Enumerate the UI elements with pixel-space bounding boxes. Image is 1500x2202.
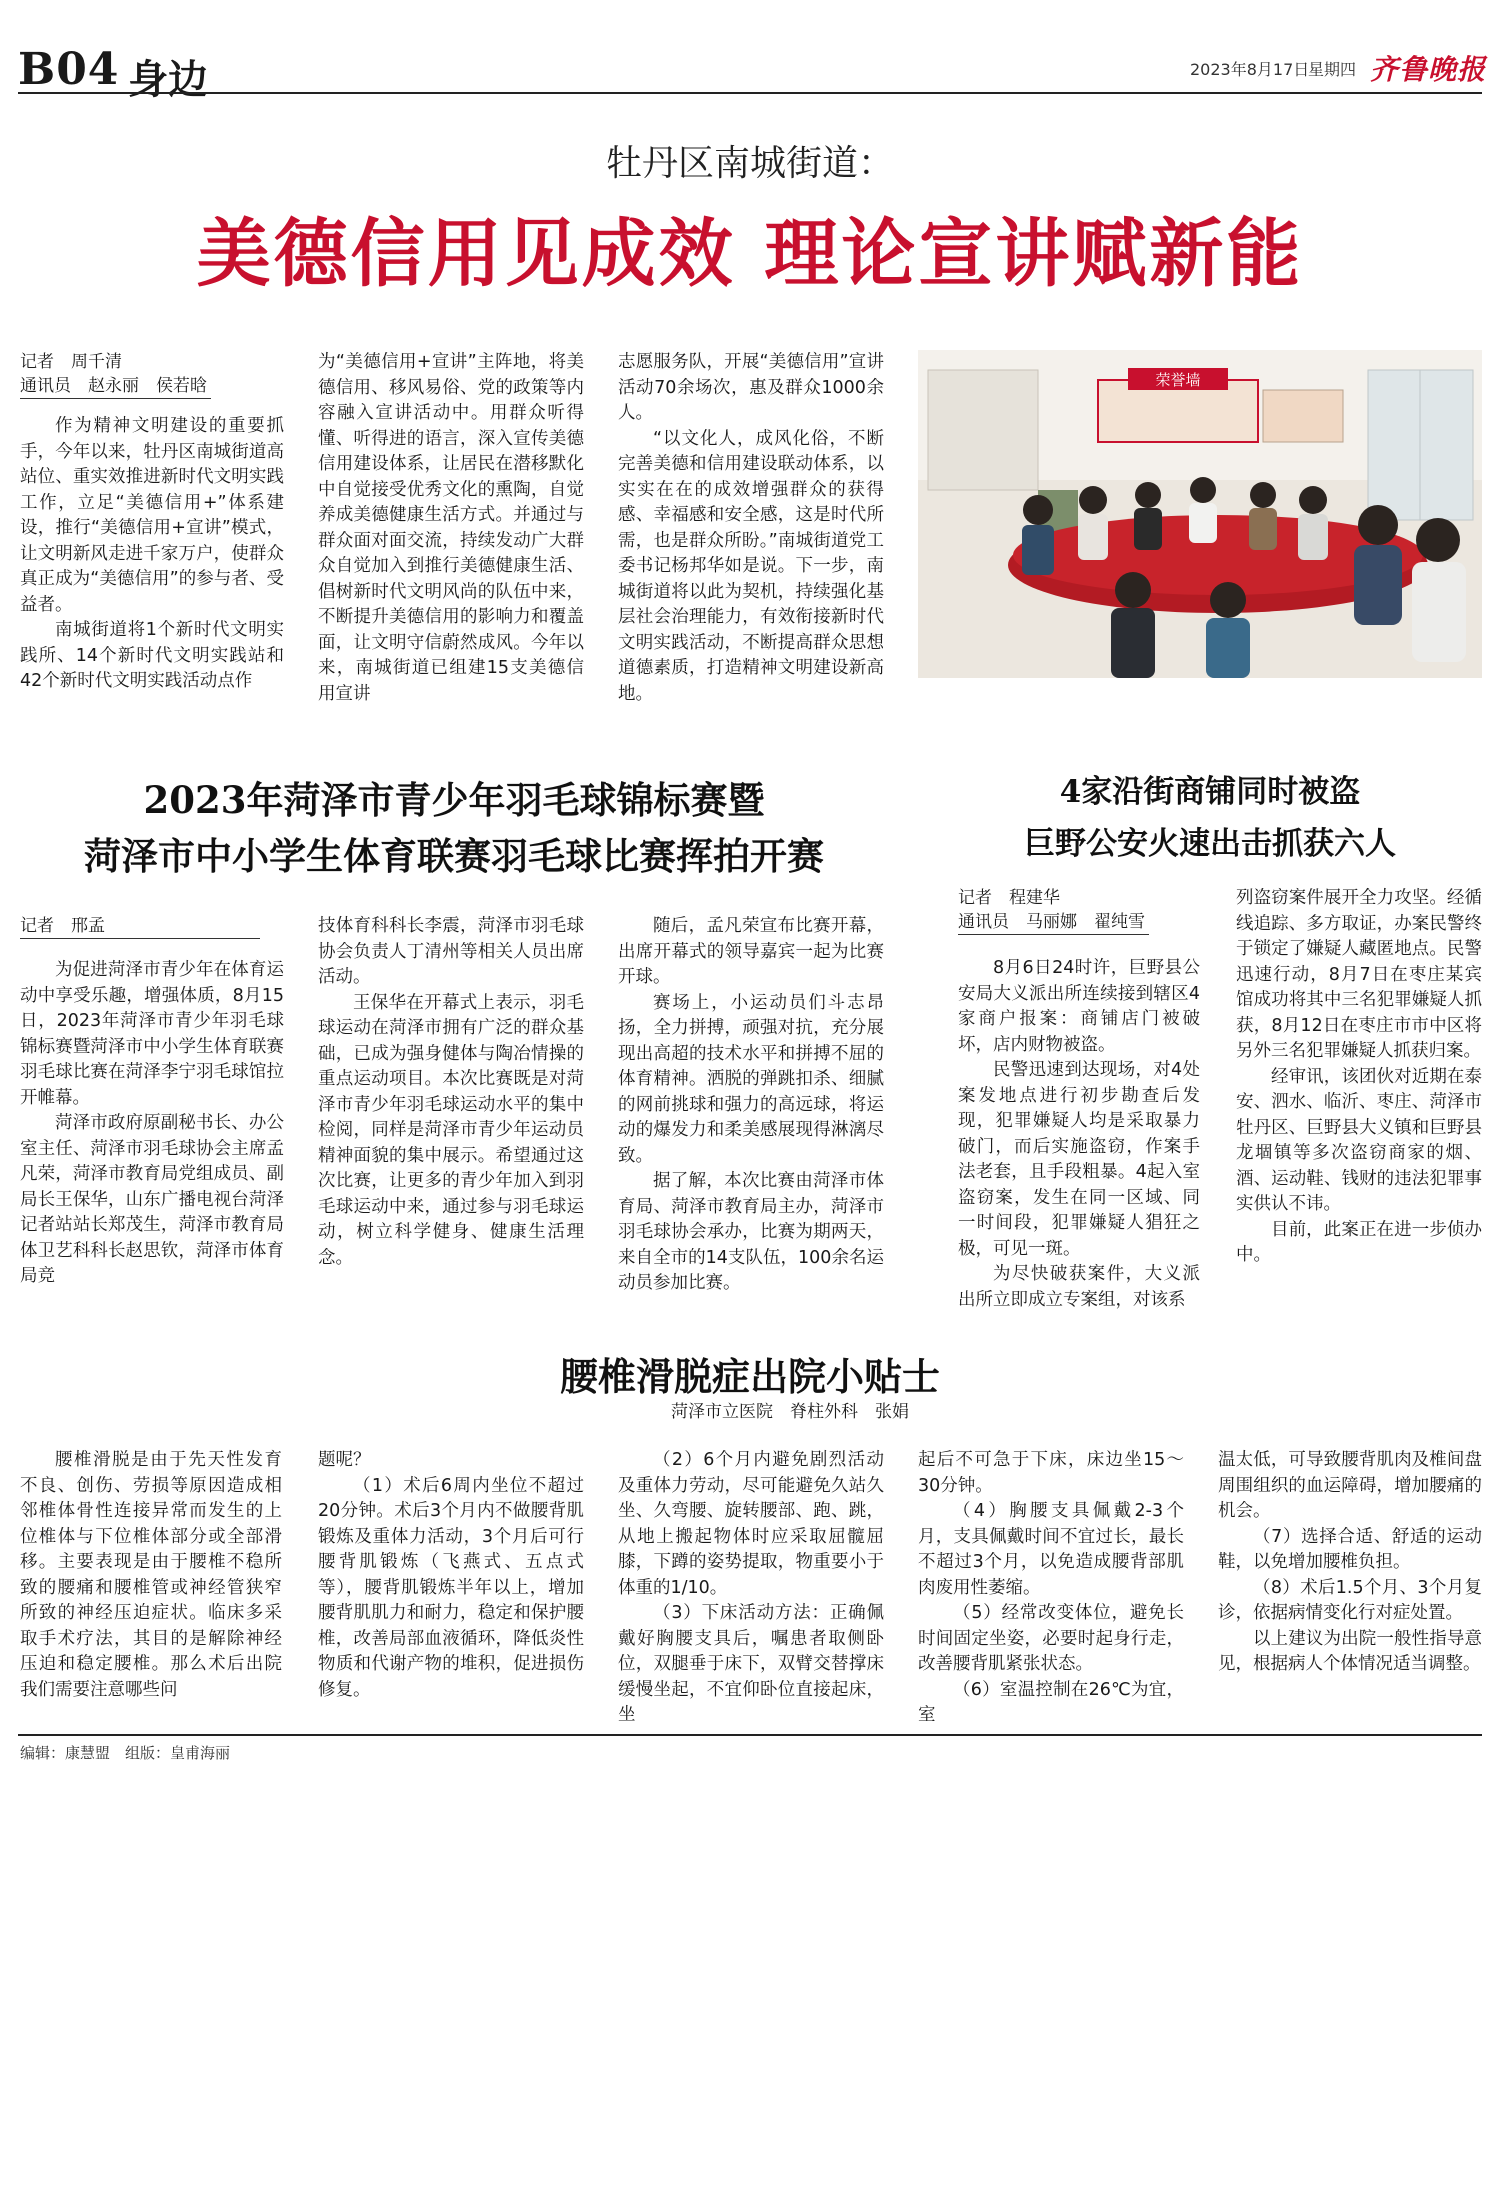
article2-column-1 — [20, 958, 284, 1290]
article3-correspondent: 通讯员 马丽娜 翟纯雪 — [958, 910, 1149, 935]
article1-kicker: 牡丹区南城街道： — [605, 143, 894, 184]
paragraph: （8）术后1.5个月、3个月复诊，依据病情变化行对症处置。 — [1218, 1577, 1482, 1623]
article4-column-3 — [618, 1448, 884, 1729]
paragraph: 为促进菏泽市青少年在体育运动中享受乐趣，增强体质，8月15日，2023年菏泽市青少年羽毛球锦标赛暨菏泽市中小学生体育联赛羽毛球比赛在菏泽李宁羽毛球馆拉开帷幕。 — [20, 960, 284, 1108]
paragraph: 起后不可急于下床，床边坐15～30分钟。 — [918, 1450, 1184, 1496]
paragraph: 菏泽市政府原副秘书长、办公室主任、菏泽市羽毛球协会主席孟凡荣，菏泽市教育局党组成员、副局长王保华，山东广播电视台菏泽记者站站长郑茂生，菏泽市教育局体卫艺科科长赵思钦，菏泽市体育局竞 — [20, 1113, 284, 1286]
paragraph: 目前，此案正在进一步侦办中。 — [1236, 1219, 1482, 1265]
issue-weekday: 星期四 — [1308, 60, 1357, 79]
article3-headline-line1: 4家沿街商铺同时被盗 — [1059, 774, 1361, 810]
article2-byline: 记者 邢孟 — [20, 914, 260, 939]
paragraph: 为尽快破获案件，大义派出所立即成立专案组，对该系 — [958, 1264, 1200, 1310]
article2-column-3 — [618, 914, 884, 1297]
paragraph: 随后，孟凡荣宣布比赛开幕，出席开幕式的领导嘉宾一起为比赛开球。 — [618, 916, 884, 987]
article4-column-2 — [318, 1448, 584, 1703]
article4-column-1 — [20, 1448, 282, 1703]
paragraph: 王保华在开幕式上表示，羽毛球运动在菏泽市拥有广泛的群众基础，已成为强身健体与陶冶情操的重点运动项目。本次比赛既是对菏泽市青少年羽毛球运动水平的集中检阅，同样是菏泽市青少年运动员精神面貌的集中展示。希望通过这次比赛，让更多的青少年加入到羽毛球运动中来，通过参与羽毛球运动，树立科学健身、健康生活理念。 — [318, 992, 584, 1268]
paragraph: 题呢？ — [318, 1450, 371, 1470]
section-name: 身边 — [128, 56, 208, 103]
article2-headline-line2: 菏泽市中小学生体育联赛羽毛球比赛挥拍开赛 — [84, 834, 824, 878]
paragraph: （5）经常改变体位，避免长时间固定坐姿，必要时起身行走，改善腰背肌紧张状态。 — [918, 1603, 1184, 1674]
paragraph: 以上建议为出院一般性指导意见，根据病人个体情况适当调整。 — [1218, 1628, 1482, 1674]
article1-reporter: 记者 周千清 — [20, 352, 122, 372]
article3-headline-line2: 巨野公安火速出击抓获六人 — [1024, 826, 1396, 862]
paragraph: 腰椎滑脱是由于先天性发育不良、创伤、劳损等原因造成相邻椎体骨性连接异常而发生的上位椎体与下位椎体部分或全部滑移。主要表现是由于腰椎不稳所致的腰痛和腰椎管或神经管狭窄所致的神经压迫症状。临床多采取手术疗法，其目的是解除神经压迫和稳定腰椎。那么术后出院我们需要注意哪些问 — [20, 1450, 282, 1700]
article2-column-2 — [318, 914, 584, 1271]
paragraph: 温太低，可导致腰背肌肉及椎间盘周围组织的血运障碍，增加腰痛的机会。 — [1218, 1450, 1482, 1521]
paragraph: “以文化人，成风化俗，不断完善美德和信用建设联动体系，以实实在在的成效增强群众的获得感、幸福感和安全感，这是时代所需，也是群众所盼。”南城街道党工委书记杨邦华如是说。下一步，南城街道将以此为契机，持续强化基层社会治理能力，有效衔接新时代文明实践活动，不断提高群众思想道德素质，打造精神文明建设新高地。 — [618, 428, 884, 704]
article1-headline: 美德信用见成效 理论宣讲赋新能 — [196, 211, 1304, 297]
paragraph: 8月6日24时许，巨野县公安局大义派出所连续接到辖区4家商户报案：商铺店门被破坏，店内财物被盗。 — [958, 958, 1200, 1055]
paragraph: （6）室温控制在26℃为宜，室 — [918, 1679, 1184, 1725]
paragraph: 赛场上，小运动员们斗志昂扬，全力拼搏，顽强对抗，充分展现出高超的技术水平和拼搏不屈的体育精神。洒脱的弹跳扣杀、细腻的网前挑球和强力的高远球，将运动的爆发力和柔美感展现得淋漓尽致。 — [618, 992, 884, 1166]
paragraph: 作为精神文明建设的重要抓手，今年以来，牡丹区南城街道高站位、重实效推进新时代文明实践工作，立足“美德信用+”体系建设，推行“美德信用+宣讲”模式，让文明新风走进千家万户，使群众真正成为“美德信用”的参与者、受益者。 — [20, 416, 284, 615]
paragraph: （1）术后6周内坐位不超过20分钟。术后3个月内不做腰背肌锻炼及重体力活动，3个月后可行腰背肌锻炼（飞燕式、五点式等），腰背肌锻炼半年以上，增加腰背肌肌力和耐力，稳定和保护腰椎，改善局部血液循环，降低炎性物质和代谢产物的堆积，促进损伤修复。 — [318, 1475, 584, 1700]
photo-banner-text: 荣誉墙 — [1155, 371, 1201, 389]
paragraph: （2）6个月内避免剧烈活动及重体力劳动，尽可能避免久站久坐、久弯腰、旋转腰部、跑、跳，从地上搬起物体时应采取屈髋屈膝，下蹲的姿势提取，物重要小于体重的1/10。 — [618, 1450, 884, 1598]
article4-byline: 菏泽市立医院 脊柱外科 张娟 — [671, 1402, 909, 1422]
paragraph: 为“美德信用+宣讲”主阵地，将美德信用、移风易俗、党的政策等内容融入宣讲活动中。用群众听得懂、听得进的语言，深入宣传美德信用建设体系，让居民在潜移默化中自觉接受优秀文化的熏陶，自觉养成美德健康生活方式。并通过与群众面对面交流，持续发动广大群众自觉加入到推行美德健康生活、倡树新时代文明风尚的队伍中来，不断提升美德信用的影响力和覆盖面，让文明守信蔚然成风。今年以来，南城街道已组建15支美德信用宣讲 — [318, 352, 584, 704]
article1-column-1 — [20, 414, 284, 695]
article1-column-2 — [318, 350, 584, 707]
paragraph: 经审讯，该团伙对近期在泰安、泗水、临沂、枣庄、菏泽市牡丹区、巨野县大义镇和巨野县龙堌镇等多次盗窃商家的烟、酒、运动鞋、钱财的违法犯罪事实供认不讳。 — [1236, 1066, 1482, 1214]
paragraph: 民警迅速到达现场，对4处案发地点进行初步勘查后发现，犯罪嫌疑人均是采取暴力破门，而后实施盗窃，作案手法老套，且手段粗暴。4起入室盗窃案，发生在同一区域、同一时间段，犯罪嫌疑人猖狂之极，可见一斑。 — [958, 1060, 1200, 1259]
paragraph: 技体育科科长李震，菏泽市羽毛球协会负责人丁清州等相关人员出席活动。 — [318, 916, 584, 987]
article4-column-5 — [1218, 1448, 1482, 1678]
editor-credits: 编辑：康慧盟 组版：皇甫海丽 — [20, 1744, 231, 1762]
paragraph: 志愿服务队，开展“美德信用”宣讲活动70余场次，惠及群众1000余人。 — [618, 352, 884, 423]
article3-column-2 — [1236, 886, 1482, 1269]
paragraph: （3）下床活动方法：正确佩戴好胸腰支具后，嘱患者取侧卧位，双腿垂于床下，双臂交替撑床缓慢坐起，不宜仰卧位直接起床，坐 — [618, 1603, 884, 1725]
paragraph: （4）胸腰支具佩戴2-3个月，支具佩戴时间不宜过长，最长不超过3个月，以免造成腰背部肌肉废用性萎缩。 — [918, 1501, 1184, 1598]
article4-column-4 — [918, 1448, 1184, 1729]
article3-reporter: 记者 程建华 — [958, 888, 1060, 908]
article1-photo — [918, 350, 1482, 678]
article1-byline — [20, 350, 290, 399]
issue-date: 2023年8月17日 — [1190, 60, 1310, 79]
paragraph: 据了解，本次比赛由菏泽市体育局、菏泽市教育局主办，菏泽市羽毛球协会承办，比赛为期两天，来自全市的14支队伍，100余名运动员参加比赛。 — [618, 1171, 884, 1293]
section-code: B04 — [18, 44, 120, 95]
paragraph: 列盗窃案件展开全力攻坚。经循线追踪、多方取证，办案民警终于锁定了嫌疑人藏匿地点。民警迅速行动，8月7日在枣庄某宾馆成功将其中三名犯罪嫌疑人抓获，8月12日在枣庄市市中区将另外三名犯罪嫌疑人抓获归案。 — [1236, 888, 1482, 1061]
meeting-room-illustration — [918, 350, 1482, 678]
article4-headline: 腰椎滑脱症出院小贴士 — [559, 1354, 940, 1399]
article1-column-3 — [618, 350, 884, 707]
article3-byline — [958, 886, 1198, 935]
article3-column-1 — [958, 956, 1200, 1313]
article1-correspondent: 通讯员 赵永丽 侯若晗 — [20, 374, 211, 399]
paragraph: 南城街道将1个新时代文明实践所、14个新时代文明实践站和42个新时代文明实践活动点作 — [20, 620, 284, 691]
paragraph: （7）选择合适、舒适的运动鞋，以免增加腰椎负担。 — [1218, 1526, 1482, 1572]
article2-headline-line1: 2023年菏泽市青少年羽毛球锦标赛暨 — [143, 778, 765, 822]
header-rule — [18, 92, 1482, 94]
footer-rule — [18, 1734, 1482, 1736]
newspaper-logo: 齐鲁晚报 — [1370, 53, 1487, 86]
